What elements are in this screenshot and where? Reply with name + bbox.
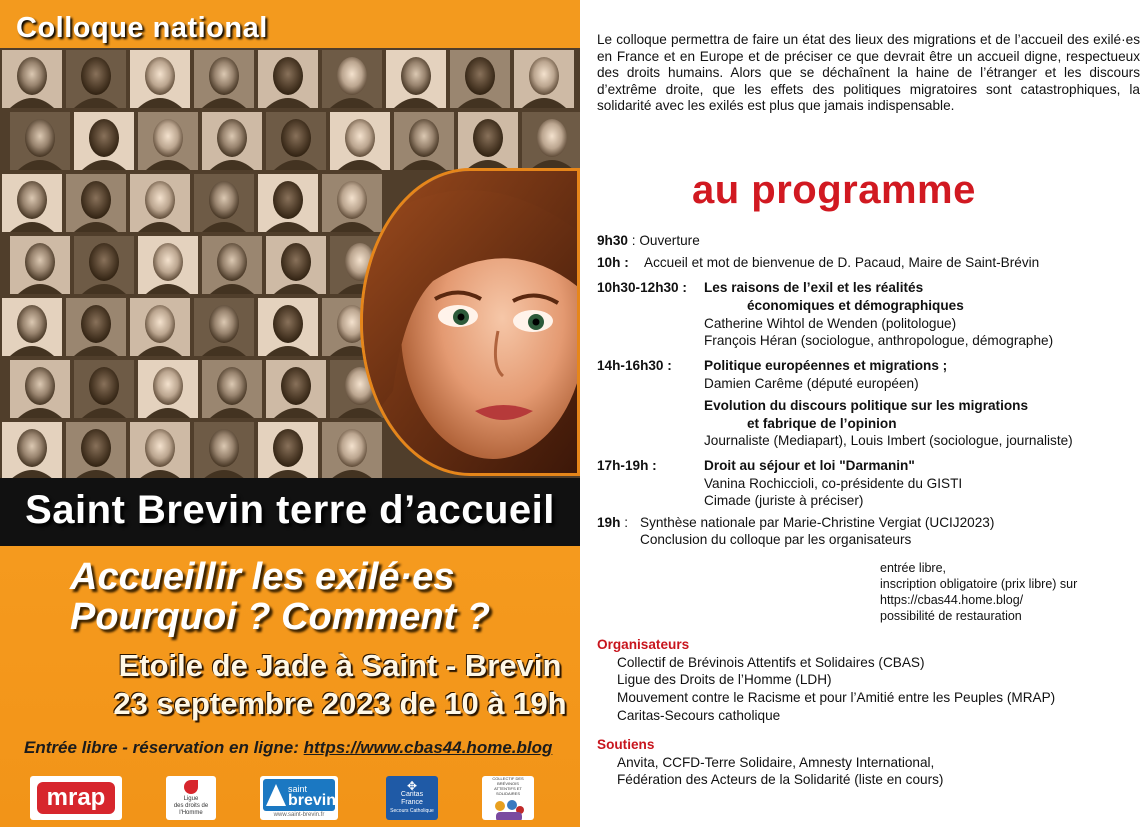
poster-registration-line (24, 738, 552, 758)
registration-link[interactable]: https://www.cbas44.home.blog (303, 738, 553, 757)
cbas-logo (482, 776, 534, 820)
session-afternoon-title: Politique européennes et migrations ; (704, 358, 948, 373)
organisateur-item: Mouvement contre le Racisme et pour l’Amitié entre les Peuples (MRAP) (617, 690, 1056, 705)
session-morning-time: 10h30-12h30 : (597, 280, 687, 295)
session-evening-speaker-1: Vanina Rochiccioli, co-présidente du GISTI (704, 476, 963, 491)
featured-portrait (360, 168, 580, 476)
session-morning-title-2: économiques et démographiques (747, 298, 964, 313)
saint-brevin-url: www.saint-brevin.fr (273, 811, 325, 818)
poster-venue: Etoile de Jade à Saint - Brevin (118, 648, 562, 683)
intro-paragraph: Le colloque permettra de faire un état des lieux des migrations et de l’accueil des exilé·es en France et en Europe et de préciser ce que devrait être un accueil digne, respectueux des droits humains. Alors que se déchaînent la haine de l’étranger et les discours d’extrême droite, que les effets des politiques migratoires sont catastrophiques, la solidarité avec les exilés est plus que jamais indispensable. (597, 32, 1140, 114)
soutien-item: Fédération des Acteurs de la Solidarité (liste en cours) (617, 772, 944, 787)
poster-subtitle-line-1: Accueillir les exilé·es (70, 556, 455, 598)
organisateur-item: Ligue des Droits de l’Homme (LDH) (617, 672, 832, 687)
session-closing-time: 19h (597, 515, 621, 530)
ldh-logo-line-2: des droits de (173, 802, 209, 809)
caritas-cross-icon: ✥ (406, 779, 418, 793)
session-afternoon-time: 14h-16h30 : (597, 358, 672, 373)
session-afternoon-title-2b: et fabrique de l’opinion (747, 416, 897, 431)
organisateurs-heading: Organisateurs (597, 637, 690, 652)
organisateur-item: Caritas-Secours catholique (617, 708, 781, 723)
saint-brevin-logo-line-1: saint (288, 783, 308, 794)
cbas-logo-line-2: ATTENTIFS ET SOLIDAIRES (494, 786, 522, 796)
session-opening-text: : Ouverture (627, 233, 700, 248)
caritas-logo (386, 776, 438, 820)
ldh-logo-line-1: Ligue (183, 795, 199, 802)
organisateur-item: Collectif de Brévinois Attentifs et Solidaires (CBAS) (617, 655, 925, 670)
poster-date: 23 septembre 2023 de 10 à 19h (113, 686, 567, 721)
info-line-2: inscription obligatoire (prix libre) sur (880, 577, 1078, 591)
partner-logos (0, 770, 580, 827)
ldh-logo (166, 776, 216, 820)
cbas-figures-icon (488, 796, 528, 820)
saint-brevin-logo-line-2: brevin (288, 791, 337, 809)
session-afternoon-speaker-1: Damien Carême (député européen) (704, 376, 919, 391)
session-morning-title-1: Les raisons de l’exil et les réalités (704, 280, 924, 295)
session-closing-text-2: Conclusion du colloque par les organisateurs (640, 532, 912, 547)
session-evening-speaker-2: Cimade (juriste à préciser) (704, 493, 864, 508)
session-closing-sep: : (620, 515, 628, 530)
session-morning-speaker-2: François Héran (sociologue, anthropologue, démographe) (704, 333, 1054, 348)
session-closing-time-row (597, 515, 628, 530)
soutiens-heading: Soutiens (597, 737, 655, 752)
ldh-logo-line-3: l'Homme (179, 809, 203, 816)
caritas-logo-line-3: Secours Catholique (390, 808, 434, 814)
session-closing-text-1: Synthèse nationale par Marie-Christine Vergiat (UCIJ2023) (640, 515, 995, 530)
poster-subtitle-line-2: Pourquoi ? Comment ? (70, 596, 491, 638)
colloque-header: Colloque national (16, 12, 268, 44)
info-link[interactable]: https://cbas44.home.blog/ (880, 593, 1024, 607)
soutien-item: Anvita, CCFD-Terre Solidaire, Amnesty International, (617, 755, 935, 770)
session-opening (597, 233, 700, 248)
info-line-4: possibilité de restauration (880, 609, 1022, 623)
saint-brevin-logo (260, 776, 338, 820)
programme-heading: au programme (692, 168, 976, 212)
caritas-logo-line-2: France (401, 799, 423, 806)
session-evening-title: Droit au séjour et loi "Darmanin" (704, 458, 915, 473)
session-evening-time: 17h-19h : (597, 458, 657, 473)
caritas-logo-line-1: Caritas (400, 791, 424, 798)
registration-prefix: Entrée libre - réservation en ligne: (24, 738, 304, 757)
session-welcome-text: Accueil et mot de bienvenue de D. Pacaud, Maire de Saint-Brévin (644, 255, 1040, 270)
session-opening-time: 9h30 (597, 233, 628, 248)
sailboat-icon (266, 784, 286, 806)
featured-portrait-image (363, 171, 580, 476)
session-welcome-time: 10h : (597, 255, 629, 270)
session-morning-speaker-1: Catherine Wihtol de Wenden (politologue) (704, 316, 957, 331)
ldh-mark-icon (184, 780, 198, 794)
session-afternoon-title-2a: Evolution du discours politique sur les migrations (704, 398, 1029, 413)
mrap-logo (30, 776, 122, 820)
session-afternoon-speaker-2: Journaliste (Mediapart), Louis Imbert (sociologue, journaliste) (704, 433, 1073, 448)
info-line-1: entrée libre, (880, 561, 947, 575)
poster-title: Saint Brevin terre d’accueil (25, 488, 555, 532)
cbas-logo-line-1: COLLECTIF DES BRÉVINOIS (492, 776, 524, 786)
mrap-logo-text: mrap (37, 782, 116, 814)
